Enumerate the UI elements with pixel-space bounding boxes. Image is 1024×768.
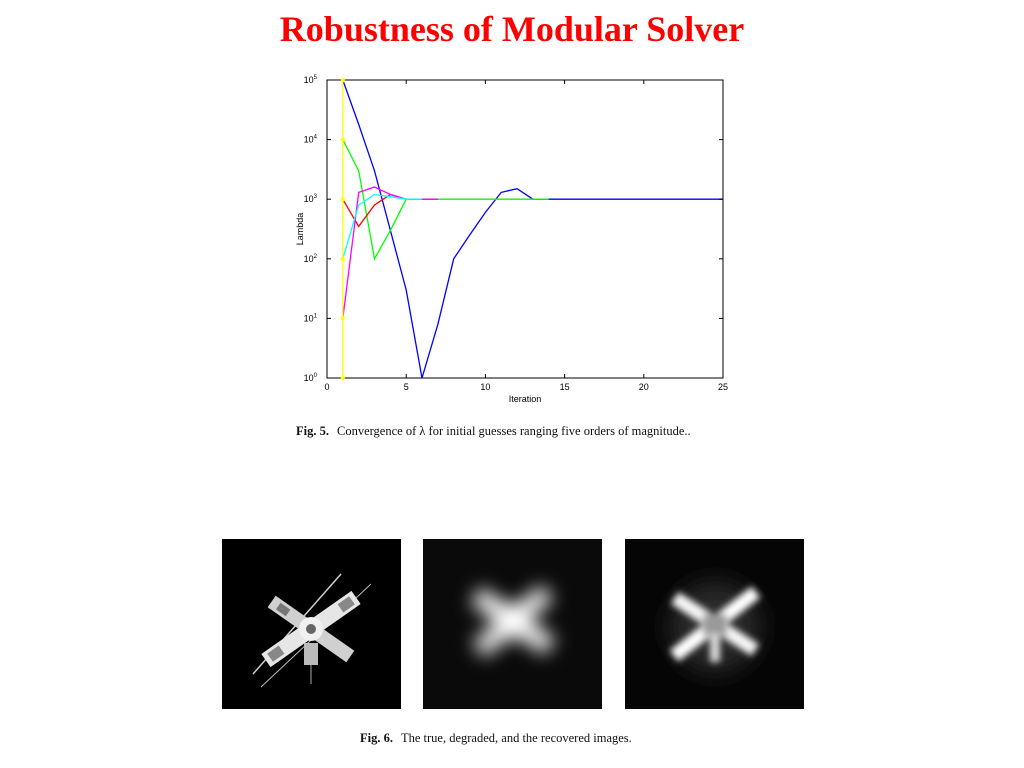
plot-frame (327, 80, 723, 378)
convergence-chart (285, 72, 745, 412)
degraded-image-panel (423, 539, 602, 709)
figure-6-caption (360, 731, 632, 746)
true-image-panel (222, 539, 401, 709)
x-tick-label: 15 (559, 382, 570, 392)
y-tick-label: $10^3$ (303, 194, 317, 205)
x-tick-label: 5 (403, 382, 409, 392)
x-tick-label: 0 (324, 382, 330, 392)
figure-6-text: The true, degraded, and the recovered images. (400, 731, 632, 745)
figure-5-label: Fig. 5. (296, 424, 329, 438)
recovered-image-panel (625, 539, 804, 709)
y-tick-label: $10^5$ (303, 75, 317, 85)
y-tick-label: $10^1$ (303, 313, 317, 324)
start-marker-3 (341, 257, 345, 261)
start-marker-5 (341, 376, 345, 380)
start-marker-2 (341, 197, 345, 201)
satellite-true-image (222, 539, 401, 709)
x-tick-label: 10 (480, 382, 491, 392)
figure-5-caption (296, 424, 691, 439)
slide-title: Robustness of Modular Solver (279, 9, 745, 49)
x-tick-label: 25 (717, 382, 729, 392)
start-marker-1 (341, 138, 345, 142)
y-tick-label: $10^2$ (303, 253, 317, 264)
start-marker-4 (341, 316, 345, 320)
satellite-degraded-image (423, 539, 602, 709)
x-tick-label: 20 (638, 382, 649, 392)
figure-6-label: Fig. 6. (360, 731, 393, 745)
figure-5-text: Convergence of λ for initial guesses ranging five orders of magnitude.. (336, 424, 691, 438)
start-marker-0 (341, 78, 345, 82)
x-axis-label: Iteration (508, 394, 542, 404)
satellite-recovered-image (625, 539, 804, 709)
y-axis-label: Lambda (295, 212, 305, 246)
y-tick-label: $10^0$ (303, 373, 317, 383)
y-tick-label: $10^4$ (303, 134, 317, 145)
